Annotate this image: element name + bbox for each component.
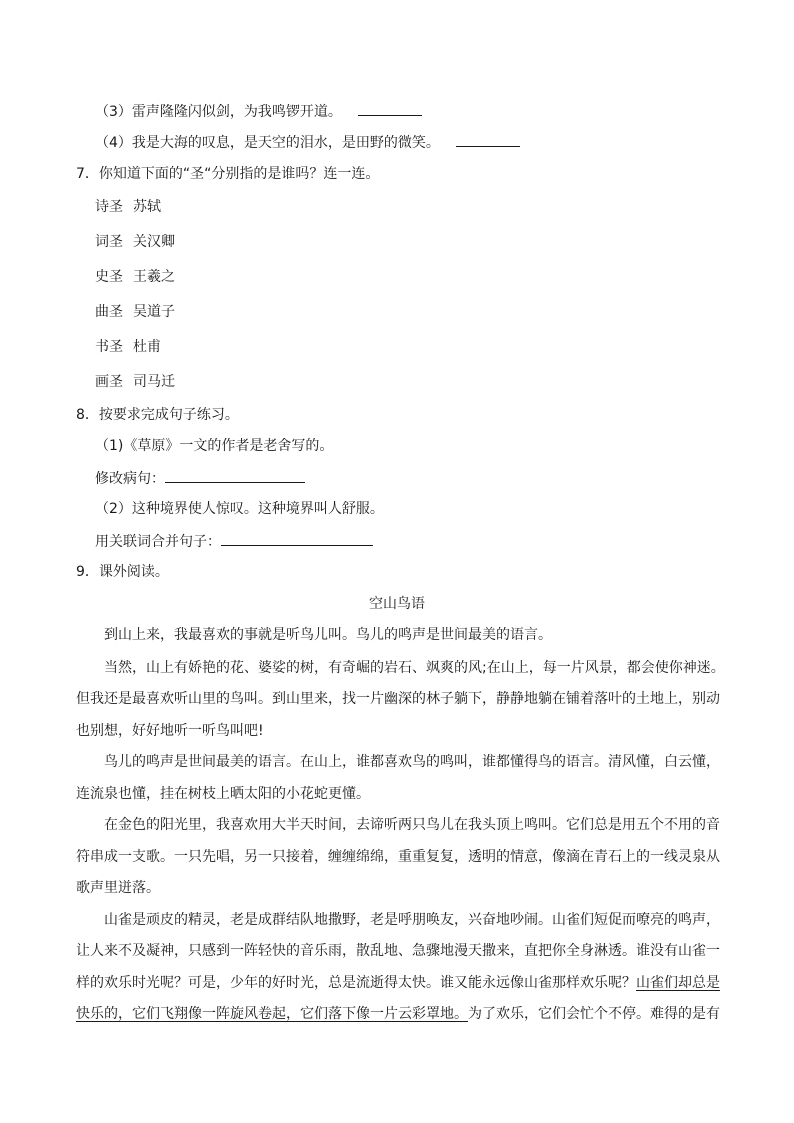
passage-p4-line: 在金色的阳光里，我喜欢用大半天时间，去谛听两只鸟儿在我头顶上鸣叫。它们总是用五个不用的音: [104, 817, 720, 833]
match-title: 词圣: [95, 234, 123, 250]
q8-answer-2: [95, 531, 373, 551]
answer-blank[interactable]: [456, 132, 520, 147]
passage-p5-line: 让人来不及凝神，只感到一阵轻快的音乐雨，散乱地、急骤地漫天撒来，直把你全身淋透。谁没有山雀一: [76, 943, 720, 959]
passage-text: 样的欢乐时光呢？可是，少年的好时光，总是流逝得太快。谁又能永远像山雀那样欢乐呢？: [76, 975, 636, 991]
passage-text: 为了欢乐，它们会忙个不停。难得的是有: [468, 1006, 720, 1022]
passage-p4-line: 符串成一支歌。一只先唱，另一只接着，缠缠绵绵，重重复复，透明的情意，像滴在青石上的一线灵泉从: [76, 849, 720, 865]
q6-item-4-text: （4）我是大海的叹息，是天空的泪水，是田野的微笑。: [95, 135, 440, 151]
match-row: [95, 197, 161, 217]
match-row: [95, 267, 175, 287]
answer-blank[interactable]: [221, 531, 373, 546]
q6-item-4: [95, 132, 520, 152]
match-title: 画圣: [95, 374, 123, 390]
passage-p5-line: [76, 973, 720, 993]
answer-blank[interactable]: [358, 101, 422, 116]
q8-stem: 8．按要求完成句子练习。: [76, 407, 239, 423]
q8-prompt-1: 修改病句：: [95, 471, 165, 487]
passage-p5-line: [76, 1004, 720, 1024]
q8-sentence-2: （2）这种境界使人惊叹。这种境界叫人舒服。: [95, 501, 384, 517]
match-row: [95, 337, 161, 357]
q8-answer-1: [95, 468, 305, 488]
underlined-sentence: 山雀们却总是: [636, 975, 720, 991]
passage-p2-line: 但我还是最喜欢听山里的鸟叫。到山里来，找一片幽深的林子躺下，静静地躺在铺着落叶的土地上，别动: [76, 691, 720, 707]
passage-p5-line: 山雀是顽皮的精灵，老是成群结队地撒野，老是呼朋唤友，兴奋地吵闹。山雀们短促而嘹亮的鸣声，: [104, 912, 720, 928]
match-person: 司马迁: [133, 374, 175, 390]
passage-p3-line: 连流泉也懂，挂在树枝上晒太阳的小花蛇更懂。: [76, 786, 370, 802]
match-person: 苏轼: [133, 199, 161, 215]
q6-item-3: [95, 101, 422, 121]
match-person: 杜甫: [133, 339, 161, 355]
passage-p4-line: 歌声里迸落。: [76, 880, 160, 896]
match-title: 史圣: [95, 269, 123, 285]
match-person: 关汉卿: [133, 234, 175, 250]
q6-item-3-text: （3）雷声隆隆闪似剑，为我鸣锣开道。: [95, 104, 342, 120]
answer-blank[interactable]: [165, 468, 305, 483]
passage-p1: 到山上来，我最喜欢的事就是听鸟儿叫。鸟儿的鸣声是世间最美的语言。: [104, 627, 552, 643]
passage-p2-line: 也别想，好好地听一听鸟叫吧!: [76, 723, 264, 739]
match-title: 书圣: [95, 339, 123, 355]
q8-prompt-2: 用关联词合并句子：: [95, 534, 221, 550]
match-title: 曲圣: [95, 304, 123, 320]
match-person: 吴道子: [133, 304, 175, 320]
passage-title: 空山鸟语: [369, 596, 425, 612]
match-row: [95, 372, 175, 392]
q7-stem: 7．你知道下面的“圣“分别指的是谁吗？连一连。: [76, 166, 380, 182]
match-person: 王羲之: [133, 269, 175, 285]
match-title: 诗圣: [95, 199, 123, 215]
passage-p2-line: 当然，山上有娇艳的花、婆娑的树，有奇崛的岩石、飒爽的风;在山上，每一片风景，都会使你神迷。: [104, 660, 725, 676]
q9-stem: 9．课外阅读。: [76, 564, 169, 580]
match-row: [95, 302, 175, 322]
q8-sentence-1: （1)《草原》一文的作者是老舍写的。: [95, 438, 334, 454]
underlined-sentence: 快乐的，它们飞翔像一阵旋风卷起，它们落下像一片云彩罩地。: [76, 1006, 468, 1022]
passage-p3-line: 鸟儿的鸣声是世间最美的语言。在山上，谁都喜欢鸟的鸣叫，谁都懂得鸟的语言。清风懂，白云懂，: [104, 754, 720, 770]
match-row: [95, 232, 175, 252]
